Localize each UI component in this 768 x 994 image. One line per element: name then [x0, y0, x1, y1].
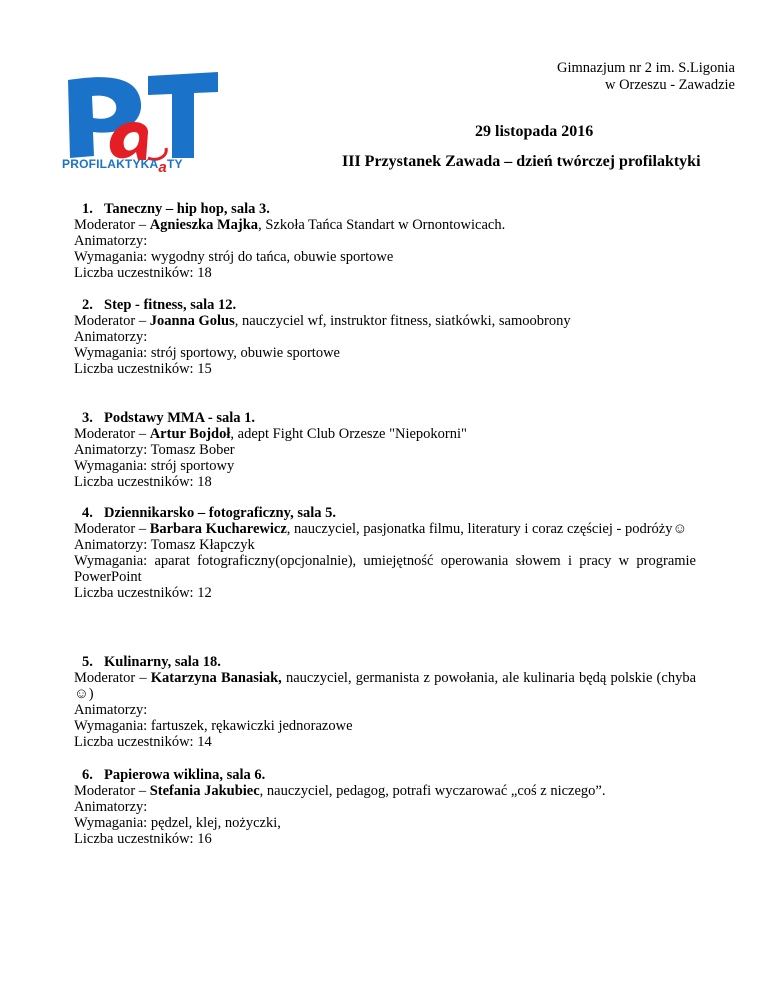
workshop-heading — [74, 201, 696, 217]
workshop-heading — [74, 505, 696, 521]
logo-caption-text: PROFILAKTYKA — [62, 157, 159, 171]
workshop-number: 4. — [82, 505, 93, 521]
workshop-moderator — [74, 313, 696, 329]
logo-letter-p — [68, 77, 141, 158]
workshop-moderator — [74, 217, 696, 233]
workshop-number: 3. — [82, 410, 93, 426]
workshop-participants: Liczba uczestników: 16 — [74, 831, 212, 847]
school-location: w Orzeszu - Zawadzie — [604, 77, 735, 93]
workshop-requirements: Wymagania: pędzel, klej, nożyczki, — [74, 815, 281, 831]
workshop-requirements: Wymagania: aparat fotograficzny(opcjonalnie), umiejętność operowania słowem i pracy w programie PowerPoint — [74, 553, 696, 585]
workshop-title: Papierowa wiklina, sala 6. — [104, 767, 266, 783]
workshop-animators: Animatorzy: Tomasz Bober — [74, 442, 235, 458]
workshop-requirements: Wymagania: fartuszek, rękawiczki jednorazowe — [74, 718, 353, 734]
moderator-prefix: Moderator – — [74, 521, 150, 537]
moderator-name: Agnieszka Majka — [149, 217, 259, 233]
workshop-number: 2. — [82, 297, 93, 313]
workshop-item — [74, 201, 696, 281]
workshop-participants: Liczba uczestników: 18 — [74, 474, 212, 490]
moderator-prefix: Moderator – — [74, 670, 151, 686]
workshop-item — [74, 297, 696, 377]
moderator-prefix: Moderator – — [74, 426, 150, 442]
moderator-prefix: Moderator – — [74, 217, 150, 233]
moderator-description: , nauczyciel, pasjonatka filmu, literatury i coraz częściej - podróży☺ — [286, 521, 688, 537]
school-address — [557, 60, 735, 94]
moderator-prefix: Moderator – — [74, 313, 150, 329]
moderator-name: Joanna Golus — [149, 313, 235, 329]
workshop-participants: Liczba uczestników: 18 — [74, 265, 212, 281]
logo-caption-ty: TY — [166, 157, 183, 171]
workshop-number: 6. — [82, 767, 93, 783]
workshop-heading — [74, 410, 696, 426]
workshop-number: 1. — [82, 201, 93, 217]
moderator-name: Artur Bojdoł — [149, 426, 231, 442]
workshop-item — [74, 767, 696, 847]
workshop-heading — [74, 297, 696, 313]
workshop-participants: Liczba uczestników: 12 — [74, 585, 212, 601]
workshop-item — [74, 654, 696, 750]
moderator-prefix: Moderator – — [74, 783, 150, 799]
moderator-description: , nauczyciel wf, instruktor fitness, siatkówki, samoobrony — [234, 313, 571, 329]
moderator-name: Barbara Kucharewicz — [149, 521, 287, 537]
workshop-participants: Liczba uczestników: 15 — [74, 361, 212, 377]
moderator-description: , adept Fight Club Orzesze "Niepokorni" — [230, 426, 467, 442]
workshop-title: Podstawy MMA - sala 1. — [104, 410, 256, 426]
workshop-requirements: Wymagania: strój sportowy, obuwie sportowe — [74, 345, 340, 361]
moderator-description: , Szkoła Tańca Standart w Ornontowicach. — [258, 217, 506, 233]
workshop-title: Kulinarny, sala 18. — [104, 654, 221, 670]
workshop-animators: Animatorzy: — [74, 329, 148, 345]
moderator-name: Stefania Jakubiec — [149, 783, 260, 799]
workshop-animators: Animatorzy: — [74, 702, 148, 718]
workshop-animators: Animatorzy: — [74, 233, 148, 249]
event-title: III Przystanek Zawada – dzień twórczej profilaktyki — [342, 153, 701, 170]
workshop-heading — [74, 767, 696, 783]
workshop-title: Step - fitness, sala 12. — [104, 297, 237, 313]
logo-caption — [62, 156, 183, 176]
moderator-name: Katarzyna Banasiak, — [150, 670, 282, 686]
workshop-requirements: Wymagania: wygodny strój do tańca, obuwie sportowe — [74, 249, 394, 265]
workshop-item — [74, 410, 696, 490]
workshop-number: 5. — [82, 654, 93, 670]
workshop-requirements: Wymagania: strój sportowy — [74, 458, 235, 474]
workshop-heading — [74, 654, 696, 670]
moderator-description: nauczyciel, germanista z powołania, ale kulinaria będą polskie (chyba ☺) — [74, 670, 697, 702]
logo-letter-t — [148, 72, 218, 158]
workshop-moderator — [74, 426, 696, 442]
workshop-moderator — [74, 783, 696, 799]
logo-caption-a: a — [158, 159, 167, 176]
workshop-moderator — [74, 521, 696, 537]
workshop-moderator — [74, 670, 696, 702]
workshop-title: Dziennikarsko – fotograficzny, sala 5. — [104, 505, 336, 521]
workshop-participants: Liczba uczestników: 14 — [74, 734, 212, 750]
workshop-animators: Animatorzy: — [74, 799, 148, 815]
workshop-animators: Animatorzy: Tomasz Kłapczyk — [74, 537, 255, 553]
workshop-item — [74, 505, 696, 601]
workshop-title: Taneczny – hip hop, sala 3. — [104, 201, 270, 217]
school-name: Gimnazjum nr 2 im. S.Ligonia — [556, 60, 735, 76]
moderator-description: , nauczyciel, pedagog, potrafi wyczarować „coś z niczego”. — [259, 783, 606, 799]
event-date: 29 listopada 2016 — [475, 123, 594, 140]
